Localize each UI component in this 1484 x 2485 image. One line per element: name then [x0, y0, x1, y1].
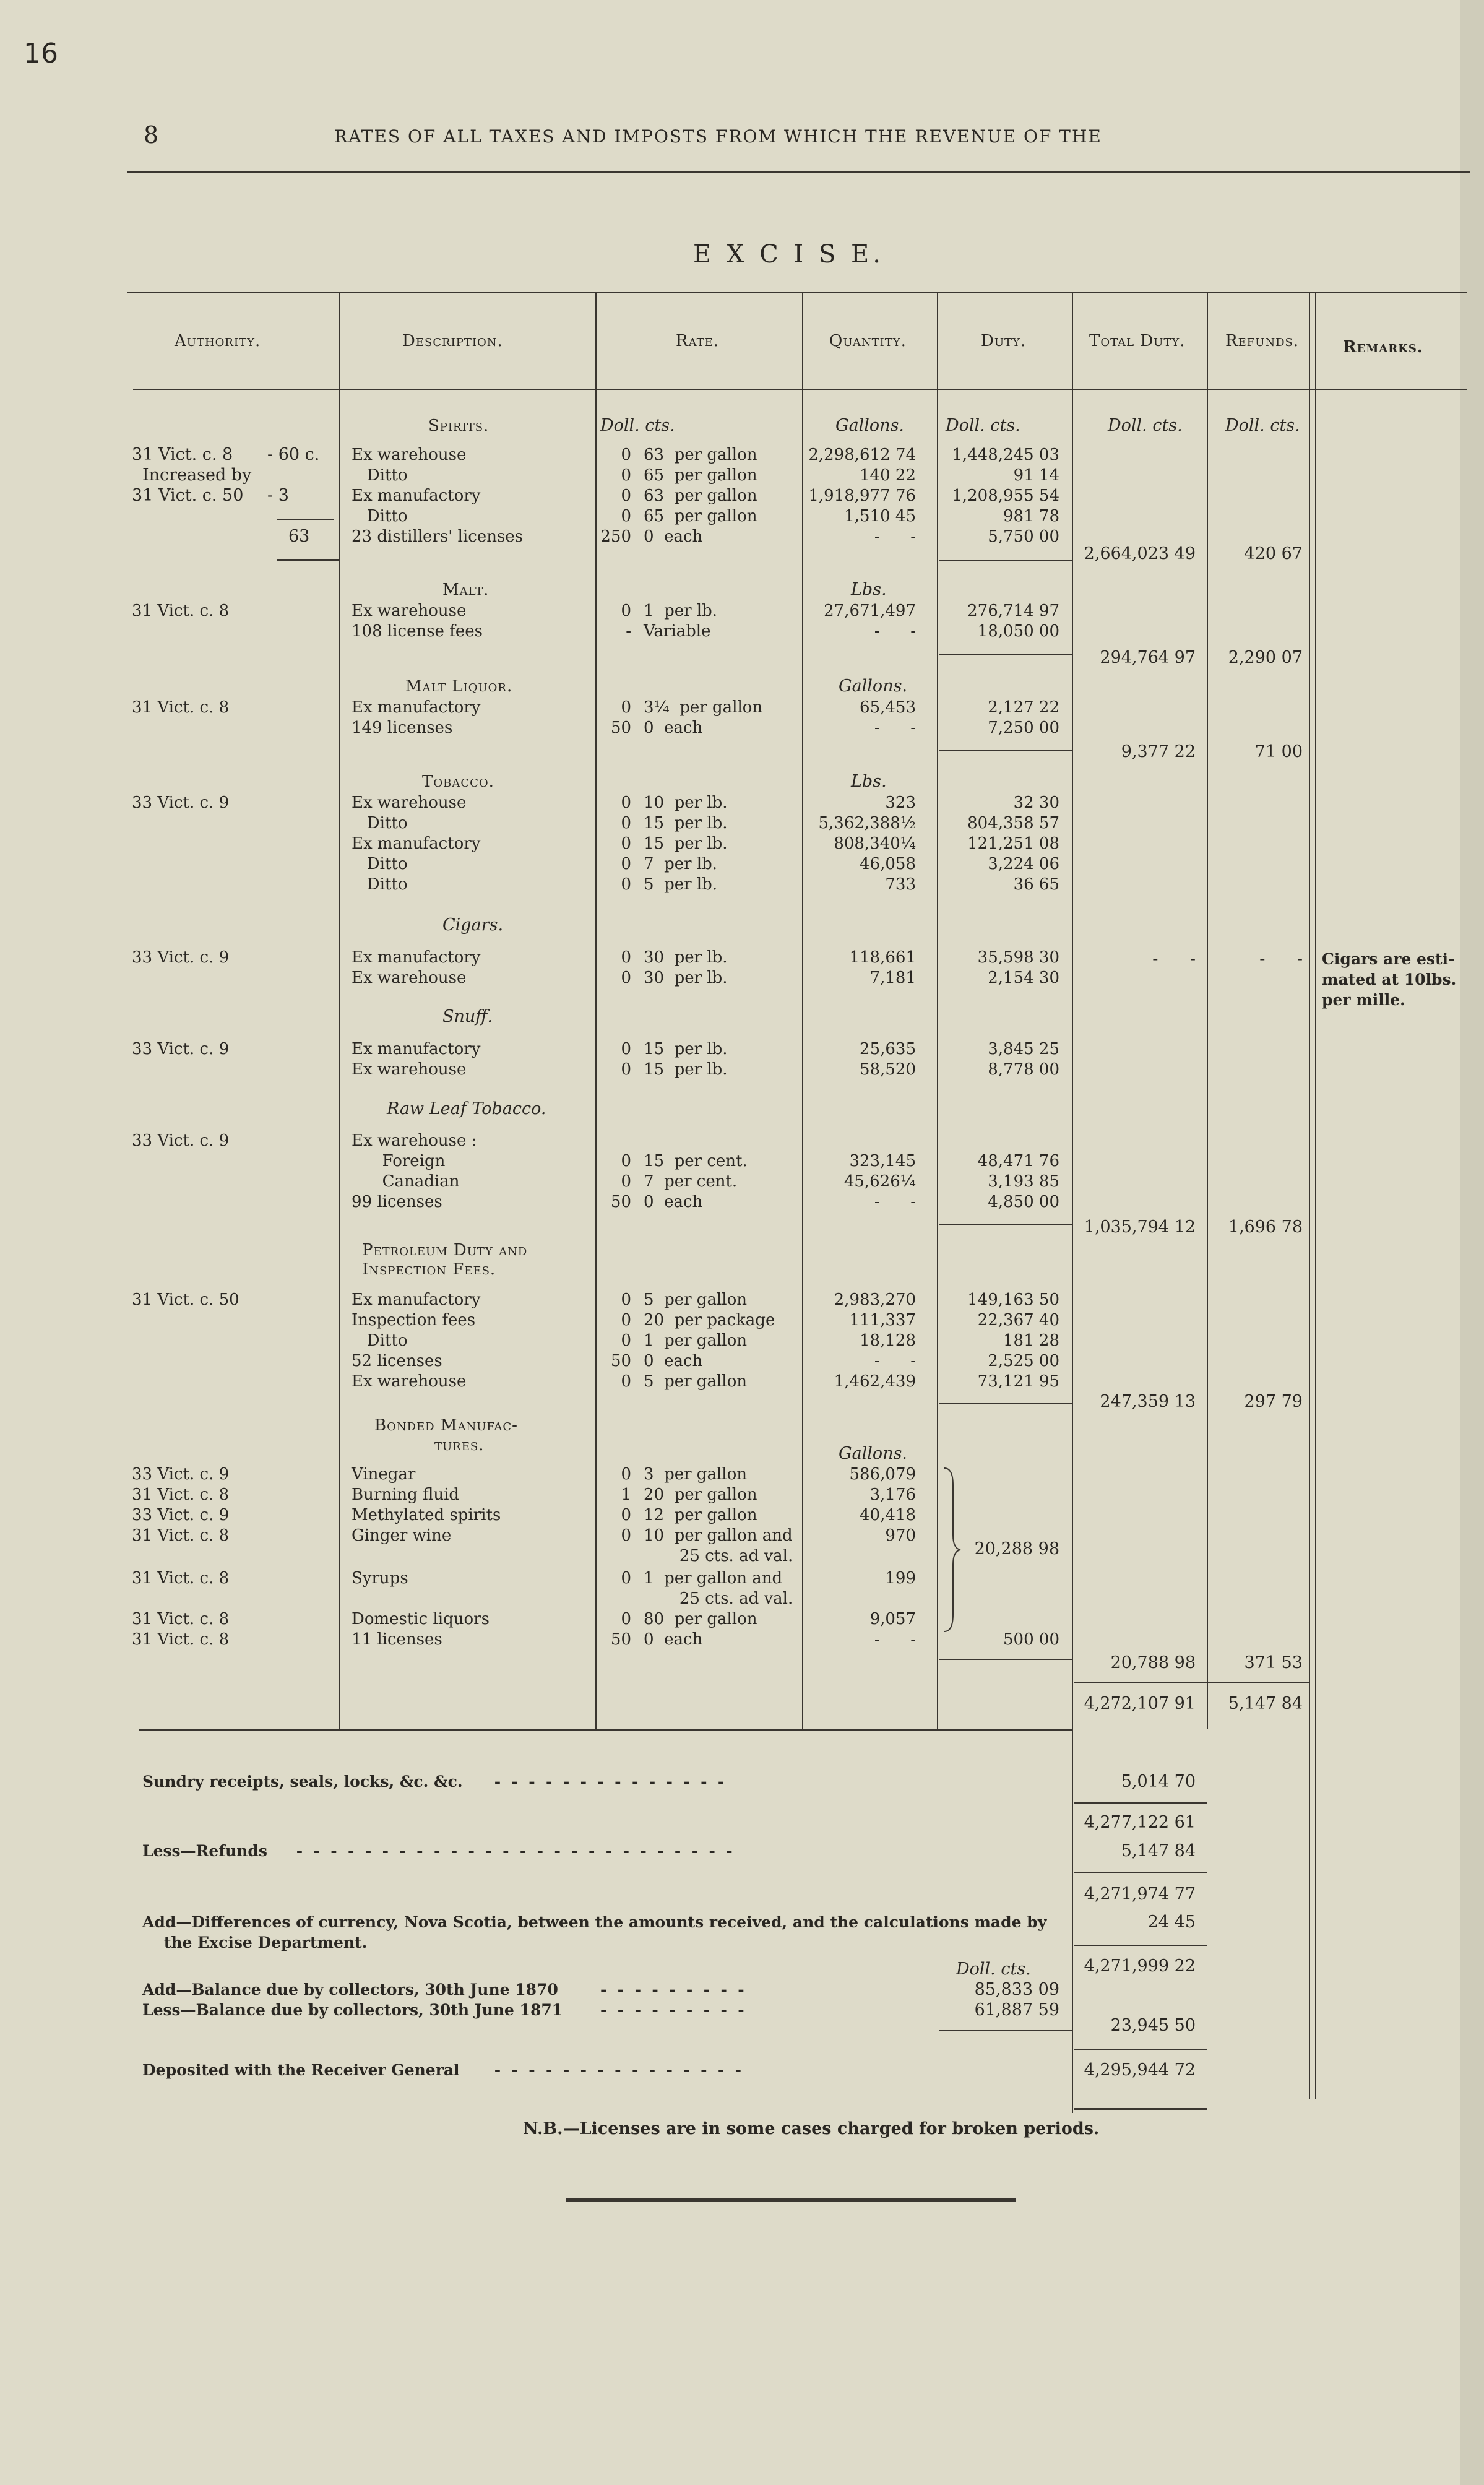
- duty-cell: 91 14: [1013, 466, 1059, 485]
- description-cell: Ex manufactory: [352, 834, 481, 853]
- rate-dollars-cell: 0: [621, 875, 631, 894]
- header-duty: Duty.: [981, 332, 1027, 350]
- rate-cell: 15 per lb.: [644, 1060, 728, 1079]
- sum-rule: [939, 1224, 1072, 1225]
- duty-cell: 3,193 85: [988, 1172, 1059, 1191]
- authority-cell: 31 Vict. c. 8: [132, 698, 230, 717]
- rate-cell: 63 per gallon: [644, 446, 757, 464]
- rate-cell: 7 per cent.: [644, 1172, 738, 1191]
- rate-cell: 30 per lb.: [644, 948, 728, 967]
- summary-amount: 5,014 70: [1121, 1772, 1196, 1791]
- rate-cell: 5 per gallon: [644, 1372, 747, 1391]
- rate-cell: 10 per gallon and: [644, 1526, 793, 1545]
- description-cell: Vinegar: [352, 1465, 416, 1484]
- duty-cell: 149,163 50: [967, 1290, 1059, 1309]
- quantity-cell: - -: [874, 622, 916, 641]
- summary-amount: 4,271,974 77: [1084, 1885, 1196, 1904]
- duty-cell: 2,154 30: [988, 969, 1059, 987]
- authority-cell: 33 Vict. c. 9: [132, 1465, 230, 1484]
- end-rule: [566, 2198, 1016, 2202]
- quantity-cell: 25,635: [860, 1040, 916, 1058]
- rate-dollars-cell: -: [626, 622, 631, 641]
- duty-cell: 4,850 00: [988, 1193, 1059, 1211]
- rate-dollars-cell: 0: [621, 1311, 631, 1329]
- authority-cell: 31 Vict. c. 8: [132, 1485, 230, 1504]
- rate-dollars-cell: 0: [621, 1040, 631, 1058]
- remark-line: mated at 10lbs.: [1322, 970, 1457, 988]
- sum-rule: [939, 2030, 1072, 2031]
- summary-amount: 4,277,122 61: [1084, 1813, 1196, 1832]
- refund-cell: 2,290 07: [1228, 648, 1303, 667]
- col-divider: [1207, 292, 1208, 1729]
- header-rate: Rate.: [676, 332, 720, 350]
- sum-rule: [277, 519, 334, 520]
- section-heading: Spirits.: [428, 417, 490, 435]
- running-header: RATES OF ALL TAXES AND IMPOSTS FROM WHICH THE REVENUE OF THE: [334, 126, 1102, 147]
- summary-amount: 24 45: [1147, 1912, 1196, 1932]
- rate-dollars-cell: 0: [621, 1172, 631, 1191]
- rate-cell: 63 per gallon: [644, 486, 757, 505]
- rate-cell: 15 per lb.: [644, 834, 728, 853]
- description-cell: Ex manufactory: [352, 698, 481, 717]
- summary-label: Sundry receipts, seals, locks, &c. &c.: [142, 1773, 463, 1791]
- section-heading: Cigars.: [442, 915, 504, 935]
- rate-cell: 1 per gallon: [644, 1331, 747, 1350]
- unit-label: Lbs.: [851, 580, 887, 599]
- description-cell: Ex warehouse: [352, 602, 467, 620]
- scan-edge: [1460, 0, 1484, 2485]
- description-cell: Ginger wine: [352, 1526, 452, 1545]
- duty-cell: 3,845 25: [988, 1040, 1059, 1058]
- rate-cell: 65 per gallon: [644, 466, 757, 485]
- rate-dollars-cell: 0: [621, 1372, 631, 1391]
- section-heading: Bonded Manufac-: [374, 1416, 518, 1435]
- description-cell: Syrups: [352, 1569, 408, 1588]
- rate-dollars-cell: 0: [621, 507, 631, 525]
- quantity-cell: - -: [874, 1352, 916, 1370]
- authority-cell: 31 Vict. c. 50: [132, 486, 244, 505]
- section-heading: Raw Leaf Tobacco.: [387, 1099, 546, 1118]
- rate-dollars-cell: 50: [610, 1193, 631, 1211]
- rate-dollars-cell: 250: [600, 527, 631, 546]
- quantity-cell: 1,918,977 76: [808, 486, 916, 505]
- duty-cell: 2,127 22: [988, 698, 1059, 717]
- quantity-cell: 140 22: [860, 466, 916, 485]
- rate-cell: 25 cts. ad val.: [644, 1589, 793, 1608]
- balance-amount: 85,833 09: [974, 1980, 1059, 1999]
- quantity-cell: 2,983,270: [834, 1290, 916, 1309]
- authority-cell: 33 Vict. c. 9: [132, 1506, 230, 1524]
- sum-rule: [1074, 1872, 1207, 1873]
- description-cell: Ex manufactory: [352, 948, 481, 967]
- quantity-cell: 5,362,388½: [818, 814, 916, 832]
- authority-cell: 33 Vict. c. 9: [132, 793, 230, 812]
- col-divider: [937, 292, 938, 1729]
- rate-dollars-cell: 0: [621, 1506, 631, 1524]
- rate-dollars-cell: 0: [621, 1290, 631, 1309]
- remark-line: per mille.: [1322, 991, 1405, 1009]
- quantity-cell: 111,337: [849, 1311, 916, 1329]
- quantity-cell: 46,058: [860, 855, 916, 873]
- unit-label: Doll. cts.: [956, 1960, 1031, 1979]
- duty-cell: 36 65: [1013, 875, 1059, 894]
- section-heading: Petroleum Duty and: [362, 1241, 528, 1260]
- authority-cell: 31 Vict. c. 8: [132, 1526, 230, 1545]
- authority-cell: 31 Vict. c. 8: [132, 445, 233, 464]
- unit-label: Doll. cts.: [1225, 416, 1300, 435]
- description-cell: Ex manufactory: [352, 486, 481, 505]
- quantity-cell: - -: [874, 1193, 916, 1211]
- rate-cell: 15 per lb.: [644, 1040, 728, 1058]
- description-cell: Ditto: [352, 507, 408, 525]
- rate-cell: 1 per lb.: [644, 602, 718, 620]
- rate-dollars-cell: 0: [621, 602, 631, 620]
- col-divider: [802, 292, 803, 1729]
- rate-cell: 0 each: [644, 527, 703, 546]
- summary-label: Less—Refunds: [142, 1842, 267, 1860]
- rate-cell: Variable: [644, 622, 711, 641]
- rate-cell: 65 per gallon: [644, 507, 757, 525]
- description-cell: 108 license fees: [352, 622, 483, 641]
- total-duty-cell: 294,764 97: [1100, 648, 1196, 667]
- header-total-duty: Total Duty.: [1089, 332, 1186, 350]
- rate-cell: 20 per gallon: [644, 1485, 757, 1504]
- balance-amount: 61,887 59: [974, 2000, 1059, 2020]
- unit-label: Doll. cts.: [1108, 416, 1183, 435]
- quantity-cell: 1,510 45: [844, 507, 916, 525]
- rate-dollars-cell: 0: [621, 698, 631, 717]
- section-heading: Snuff.: [442, 1007, 493, 1026]
- quantity-cell: 18,128: [860, 1331, 916, 1350]
- description-cell: Methylated spirits: [352, 1506, 501, 1524]
- quantity-cell: 733: [885, 875, 916, 894]
- unit-label: Gallons.: [839, 1444, 908, 1463]
- rate-cell: 25 cts. ad val.: [644, 1547, 793, 1565]
- description-cell: Burning fluid: [352, 1485, 460, 1504]
- scan-number: 16: [24, 38, 58, 69]
- section-heading: tures.: [434, 1436, 485, 1454]
- quantity-cell: 58,520: [860, 1060, 916, 1079]
- total-duty-cell: 1,035,794 12: [1084, 1217, 1196, 1237]
- section-heading: Malt.: [442, 581, 490, 599]
- section-heading: Tobacco.: [422, 772, 494, 791]
- sum-rule: [277, 559, 339, 561]
- duty-cell: 20,288 98: [974, 1539, 1059, 1558]
- authority-cell: - 60 c.: [267, 445, 320, 464]
- description-cell: Ex warehouse: [352, 969, 467, 987]
- description-cell: Ex warehouse: [352, 446, 467, 464]
- sum-rule: [1074, 2108, 1207, 2110]
- rate-dollars-cell: 0: [621, 1526, 631, 1545]
- sum-rule: [1074, 1802, 1207, 1804]
- authority-cell: 63: [288, 527, 310, 546]
- unit-label: Lbs.: [851, 772, 887, 791]
- rate-dollars-cell: 0: [621, 948, 631, 967]
- authority-cell: 33 Vict. c. 9: [132, 1131, 230, 1150]
- quantity-cell: 40,418: [860, 1506, 916, 1524]
- quantity-cell: - -: [874, 719, 916, 737]
- duty-cell: 48,471 76: [977, 1152, 1059, 1170]
- sum-rule: [1074, 1682, 1309, 1683]
- balance-label: Less—Balance due by collectors, 30th June 1871: [142, 2001, 563, 2019]
- section-heading: Malt Liquor.: [405, 677, 513, 696]
- rate-cell: 15 per lb.: [644, 814, 728, 832]
- refund-cell: 297 79: [1244, 1392, 1303, 1411]
- duty-cell: 276,714 97: [967, 602, 1059, 620]
- rate-cell: 5 per lb.: [644, 875, 718, 894]
- total-duty-cell: - -: [1152, 949, 1196, 969]
- description-cell: Ex warehouse :: [352, 1131, 477, 1150]
- section-heading: Inspection Fees.: [362, 1260, 496, 1279]
- duty-cell: 121,251 08: [967, 834, 1059, 853]
- duty-cell: 500 00: [1003, 1630, 1059, 1649]
- description-cell: Domestic liquors: [352, 1610, 490, 1628]
- duty-cell: 804,358 57: [967, 814, 1059, 832]
- duty-cell: 5,750 00: [988, 527, 1059, 546]
- total-duty-cell: 4,272,107 91: [1084, 1694, 1196, 1713]
- summary-label: Deposited with the Receiver General: [142, 2061, 460, 2079]
- quantity-cell: 45,626¼: [843, 1172, 916, 1191]
- sum-rule: [939, 1403, 1072, 1404]
- sum-rule: [939, 654, 1072, 655]
- refund-cell: 371 53: [1244, 1653, 1303, 1672]
- rate-dollars-cell: 1: [621, 1485, 631, 1504]
- rate-cell: 0 each: [644, 719, 703, 737]
- rate-cell: 80 per gallon: [644, 1610, 757, 1628]
- quantity-cell: 586,079: [849, 1465, 916, 1484]
- quantity-cell: - -: [874, 527, 916, 546]
- rate-dollars-cell: 0: [621, 1331, 631, 1350]
- leader-dots: - - - - - - - - -: [600, 2001, 744, 2019]
- col-divider: [1309, 292, 1310, 2099]
- description-cell: Ex manufactory: [352, 1040, 481, 1058]
- summary-amount: 23,945 50: [1110, 2016, 1196, 2035]
- quantity-cell: 323,145: [849, 1152, 916, 1170]
- description-cell: Inspection fees: [352, 1311, 476, 1329]
- description-cell: Canadian: [352, 1172, 460, 1191]
- sum-rule: [1074, 2049, 1207, 2050]
- rate-dollars-cell: 0: [621, 1569, 631, 1588]
- refund-cell: - -: [1259, 949, 1303, 969]
- leader-dots: - - - - - - - - - - - - - - - - - - - - - - - - - -: [291, 1842, 733, 1860]
- rate-cell: 5 per gallon: [644, 1290, 747, 1309]
- rate-cell: 1 per gallon and: [644, 1569, 783, 1588]
- description-cell: Foreign: [352, 1152, 446, 1170]
- duty-cell: 1,448,245 03: [952, 446, 1059, 464]
- leader-dots: - - - - - - - - -: [600, 1981, 744, 1999]
- rate-dollars-cell: 0: [621, 446, 631, 464]
- description-cell: Ex warehouse: [352, 1372, 467, 1391]
- authority-cell: 31 Vict. c. 8: [132, 1610, 230, 1628]
- description-cell: Ditto: [352, 1331, 408, 1350]
- rate-dollars-cell: 0: [621, 466, 631, 485]
- quantity-cell: 808,340¼: [834, 834, 916, 853]
- quantity-cell: 970: [885, 1526, 916, 1545]
- sum-rule: [939, 1659, 1072, 1660]
- duty-cell: 2,525 00: [988, 1352, 1059, 1370]
- col-divider: [1315, 292, 1316, 2099]
- rate-cell: 10 per lb.: [644, 793, 728, 812]
- sum-rule: [939, 560, 1072, 561]
- unit-label: Gallons.: [835, 416, 905, 435]
- description-cell: 11 licenses: [352, 1630, 442, 1649]
- footnote: N.B.—Licenses are in some cases charged for broken periods.: [523, 2119, 1100, 2138]
- rate-cell: 0 each: [644, 1630, 703, 1649]
- description-cell: 52 licenses: [352, 1352, 442, 1370]
- duty-cell: 73,121 95: [977, 1372, 1059, 1391]
- authority-cell: 33 Vict. c. 9: [132, 948, 230, 967]
- description-cell: Ex warehouse: [352, 793, 467, 812]
- remark-line: Cigars are esti-: [1322, 950, 1455, 968]
- section-title: E X C I S E.: [693, 240, 884, 269]
- rate-cell: 3¼ per gallon: [644, 698, 763, 717]
- balance-label: Add—Balance due by collectors, 30th June 1870: [142, 1981, 558, 1999]
- rate-dollars-cell: 0: [621, 793, 631, 812]
- summary-label: Add—Differences of currency, Nova Scotia, between the amounts received, and the calculations made by: [142, 1913, 1047, 1931]
- table-bottom-rule: [139, 1729, 1072, 1731]
- rate-dollars-cell: 0: [621, 855, 631, 873]
- quantity-cell: 1,462,439: [834, 1372, 916, 1391]
- rate-cell: 7 per lb.: [644, 855, 718, 873]
- rate-dollars-cell: 0: [621, 814, 631, 832]
- rate-dollars-cell: 0: [621, 969, 631, 987]
- authority-cell: - 3: [267, 486, 289, 505]
- header-remarks: Remarks.: [1343, 338, 1423, 357]
- header-quantity: Quantity.: [829, 332, 907, 350]
- rate-dollars-cell: 0: [621, 1610, 631, 1628]
- quantity-cell: 9,057: [869, 1610, 916, 1628]
- description-cell: Ditto: [352, 855, 408, 873]
- duty-cell: 981 78: [1003, 507, 1059, 525]
- total-duty-cell: 247,359 13: [1100, 1392, 1196, 1411]
- authority-cell: 31 Vict. c. 50: [132, 1290, 239, 1309]
- duty-cell: 18,050 00: [977, 622, 1059, 641]
- col-divider: [339, 292, 340, 1729]
- description-cell: Ditto: [352, 814, 408, 832]
- table-top-rule: [127, 292, 1467, 293]
- total-duty-cell: 9,377 22: [1121, 742, 1196, 761]
- authority-cell: 31 Vict. c. 8: [132, 602, 230, 620]
- col-divider: [1072, 292, 1073, 2113]
- duty-cell: 32 30: [1013, 793, 1059, 812]
- refund-cell: 71 00: [1254, 742, 1303, 761]
- total-duty-cell: 20,788 98: [1110, 1653, 1196, 1672]
- description-cell: 149 licenses: [352, 719, 453, 737]
- authority-cell: 31 Vict. c. 8: [132, 1569, 230, 1588]
- duty-cell: 8,778 00: [988, 1060, 1059, 1079]
- rate-dollars-cell: 0: [621, 1060, 631, 1079]
- unit-label: Gallons.: [839, 676, 908, 696]
- quantity-cell: 199: [885, 1569, 916, 1588]
- duty-cell: 3,224 06: [988, 855, 1059, 873]
- duty-cell: 181 28: [1003, 1331, 1059, 1350]
- description-cell: 99 licenses: [352, 1193, 442, 1211]
- quantity-cell: 2,298,612 74: [808, 446, 916, 464]
- description-cell: Ex warehouse: [352, 1060, 467, 1079]
- leader-dots: - - - - - - - - - - - - - - -: [489, 2061, 742, 2079]
- header-description: Description.: [402, 332, 503, 350]
- rate-cell: 3 per gallon: [644, 1465, 747, 1484]
- table-head-rule: [133, 389, 1467, 390]
- summary-amount: 4,295,944 72: [1084, 2060, 1196, 2080]
- rate-cell: 0 each: [644, 1352, 703, 1370]
- rate-cell: 15 per cent.: [644, 1152, 748, 1170]
- sum-rule: [1074, 1945, 1207, 1946]
- summary-label: the Excise Department.: [142, 1934, 368, 1951]
- rate-cell: 30 per lb.: [644, 969, 728, 987]
- page-number: 8: [144, 121, 159, 149]
- sum-rule: [939, 750, 1072, 751]
- rate-dollars-cell: 0: [621, 1465, 631, 1484]
- header-authority: Authority.: [175, 332, 261, 350]
- refund-cell: 5,147 84: [1228, 1694, 1303, 1713]
- total-duty-cell: 2,664,023 49: [1084, 544, 1196, 563]
- description-cell: 23 distillers' licenses: [352, 527, 524, 546]
- quantity-cell: 118,661: [849, 948, 916, 967]
- summary-amount: 4,271,999 22: [1084, 1956, 1196, 1976]
- refund-cell: 420 67: [1244, 544, 1303, 563]
- header-rule: [127, 171, 1470, 173]
- description-cell: Ditto: [352, 875, 408, 894]
- unit-label: Doll. cts.: [946, 416, 1020, 435]
- duty-cell: 35,598 30: [977, 948, 1059, 967]
- quantity-cell: - -: [874, 1630, 916, 1649]
- refund-cell: 1,696 78: [1228, 1217, 1303, 1237]
- rate-dollars-cell: 0: [621, 834, 631, 853]
- quantity-cell: 65,453: [860, 698, 916, 717]
- authority-cell: 31 Vict. c. 8: [132, 1630, 230, 1649]
- rate-dollars-cell: 50: [610, 719, 631, 737]
- description-cell: Ex manufactory: [352, 1290, 481, 1309]
- summary-amount: 5,147 84: [1121, 1841, 1196, 1861]
- duty-cell: 22,367 40: [977, 1311, 1059, 1329]
- authority-cell: Increased by: [142, 465, 252, 485]
- quantity-cell: 3,176: [869, 1485, 916, 1504]
- rate-dollars-cell: 0: [621, 1152, 631, 1170]
- rate-cell: 12 per gallon: [644, 1506, 757, 1524]
- unit-label: Doll. cts.: [600, 416, 675, 435]
- authority-cell: 33 Vict. c. 9: [132, 1040, 230, 1058]
- rate-cell: 20 per package: [644, 1311, 775, 1329]
- rate-dollars-cell: 0: [621, 486, 631, 505]
- quantity-cell: 323: [885, 793, 916, 812]
- leader-dots: - - - - - - - - - - - - - -: [489, 1773, 725, 1791]
- rate-dollars-cell: 50: [610, 1630, 631, 1649]
- description-cell: Ditto: [352, 466, 408, 485]
- quantity-cell: 7,181: [869, 969, 916, 987]
- duty-cell: 7,250 00: [988, 719, 1059, 737]
- quantity-cell: 27,671,497: [824, 602, 916, 620]
- header-refunds: Refunds.: [1225, 332, 1300, 350]
- duty-cell: 1,208,955 54: [952, 486, 1059, 505]
- rate-dollars-cell: 50: [610, 1352, 631, 1370]
- rate-cell: 0 each: [644, 1193, 703, 1211]
